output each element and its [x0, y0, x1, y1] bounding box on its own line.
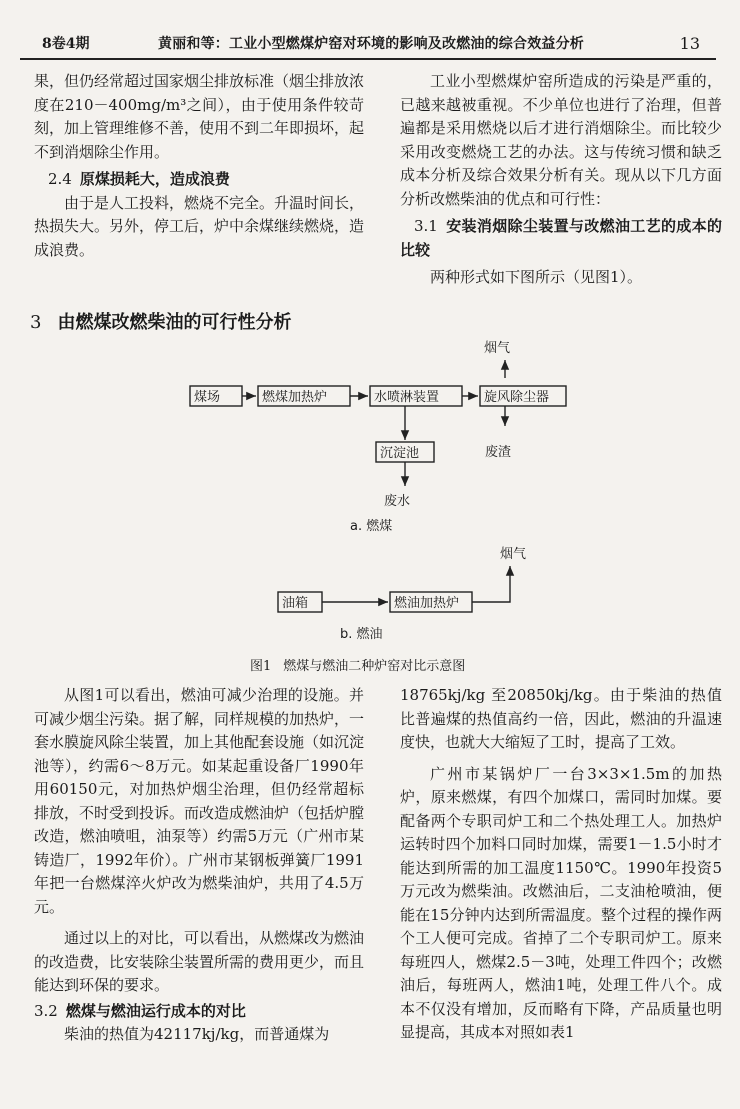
oil-diagram-label: b. 燃油 [340, 627, 383, 642]
figure-1-diagram [180, 330, 600, 670]
spray-device-box: 水喷淋装置 [374, 390, 440, 405]
right-column-top [400, 70, 722, 290]
coal-yard-box: 煤场 [194, 390, 221, 405]
cyclone-box: 旋风除尘器 [484, 390, 550, 405]
paragraph: 工业小型燃煤炉窑所造成的污染是严重的，已越来越被重视。不少单位也进行了治理，但普遍都是采用燃烧以后才进行消烟除尘。而比较少采用改变燃烧工艺的办法。这与传统习惯和缺乏成本分析及综合效果分析有关。现从以下几方面分析改燃柴油的优点和可行性： [400, 72, 722, 208]
left-column-bottom [34, 684, 364, 1047]
coal-smoke-output: 烟气 [484, 341, 511, 356]
oil-labels [282, 546, 526, 642]
paragraph: 由于是人工投料，燃烧不完全。升温时间长，热损失大。另外，停工后，炉中余煤继续燃烧，造成浪费。 [34, 193, 365, 259]
section-heading-3: 3 由燃煤改燃柴油的可行性分析 [30, 312, 292, 333]
running-header [20, 34, 716, 58]
figure-caption [250, 655, 465, 674]
oil-furnace-box: 燃油加热炉 [394, 596, 460, 611]
settling-tank-box: 沉淀池 [380, 446, 420, 461]
wastewater-output: 废水 [384, 494, 411, 509]
header-rule [20, 58, 716, 60]
paragraph: 柴油的热值为42117kj/kg，而普通煤为 [64, 1025, 330, 1043]
coal-diagram-label: a. 燃煤 [350, 519, 393, 534]
page-number: 13 [679, 34, 700, 53]
coal-process [190, 360, 566, 486]
running-title: 黄丽和等：工业小型燃煤炉窑对环境的影响及改燃油的综合效益分析 [158, 36, 584, 52]
paragraph: 两种形式如下图所示（见图1）。 [430, 268, 643, 286]
coal-labels [194, 340, 549, 534]
figure-number: 图1 [250, 659, 272, 674]
right-column-bottom [400, 684, 722, 1045]
paragraph: 从图1可以看出，燃油可减少治理的设施。并可减少烟尘污染。据了解，同样规模的加热炉，一套水膜旋风除尘装置，加上其他配套设施（如沉淀池等），约需6～8万元。如某起重设备厂1990年用60150元，对加热炉烟尘治理，但仍经常超标排放，不时受到投诉。而改造成燃油炉（包括炉膛改造，燃油喷咀，油泵等）约需5万元（广州市某铸造厂，1992年价）。广州市某钢板弹簧厂1991年把一台燃煤淬火炉改为燃柴油炉，共用了4.5万元。 [34, 686, 365, 916]
journal-volume: 8卷4期 [42, 36, 90, 52]
left-column-top [34, 70, 364, 262]
oil-smoke-output: 烟气 [500, 547, 527, 562]
coal-furnace-box: 燃煤加热炉 [262, 390, 328, 405]
paragraph: 果，但仍经常超过国家烟尘排放标准（烟尘排放浓度在210－400mg/m³之间），由于使用条件较苛刻，加上管理维修不善，使用不到二年即损坏，起不到消烟除尘作用。 [34, 72, 365, 161]
slag-output: 废渣 [485, 445, 512, 460]
paragraph: 18765kj/kg 至20850kj/kg。由于柴油的热值比普遍煤的热值高约一倍，因此，燃油的升温速度快，也就大大缩短了工时，提高了工效。 [400, 686, 722, 751]
section-heading-3-1: 3.1 安装消烟除尘装置与改燃油工艺的成本的比较 [400, 217, 722, 259]
section-heading-3-2: 3.2 燃煤与燃油运行成本的对比 [34, 1001, 246, 1020]
oil-tank-box: 油箱 [282, 596, 309, 611]
paragraph: 通过以上的对比，可以看出，从燃煤改为燃油的改造费，比安装除尘装置所需的费用更少，而且能达到环保的要求。 [34, 929, 365, 994]
section-heading-2-4: 2.4 原煤损耗大，造成浪费 [48, 170, 230, 188]
paragraph: 广州市某锅炉厂一台3×3×1.5m的加热炉，原来燃煤，有四个加煤口，需同时加煤。要配备两个专职司炉工和二个热处理工人。加热炉运转时四个加料口同时加煤，需要1－1.5小时才能达到所需的加工温度1150℃。1990年投资5万元改为燃柴油。改燃油后，二支油枪喷油，便能在15分钟内达到所需温度。整个过程的操作两个工人便可完成。省掉了二个专职司炉工。原来每班四人，燃煤2.5－3吨，处理工件四个；改燃油后，每班两人，燃油1吨，处理工件八个。成本不仅没有增加，反而略有下降，产品质量也明显提高，其成本对照如表1 [400, 764, 722, 1041]
figure-caption-text: 燃煤与燃油二种炉窑对比示意图 [283, 659, 466, 674]
